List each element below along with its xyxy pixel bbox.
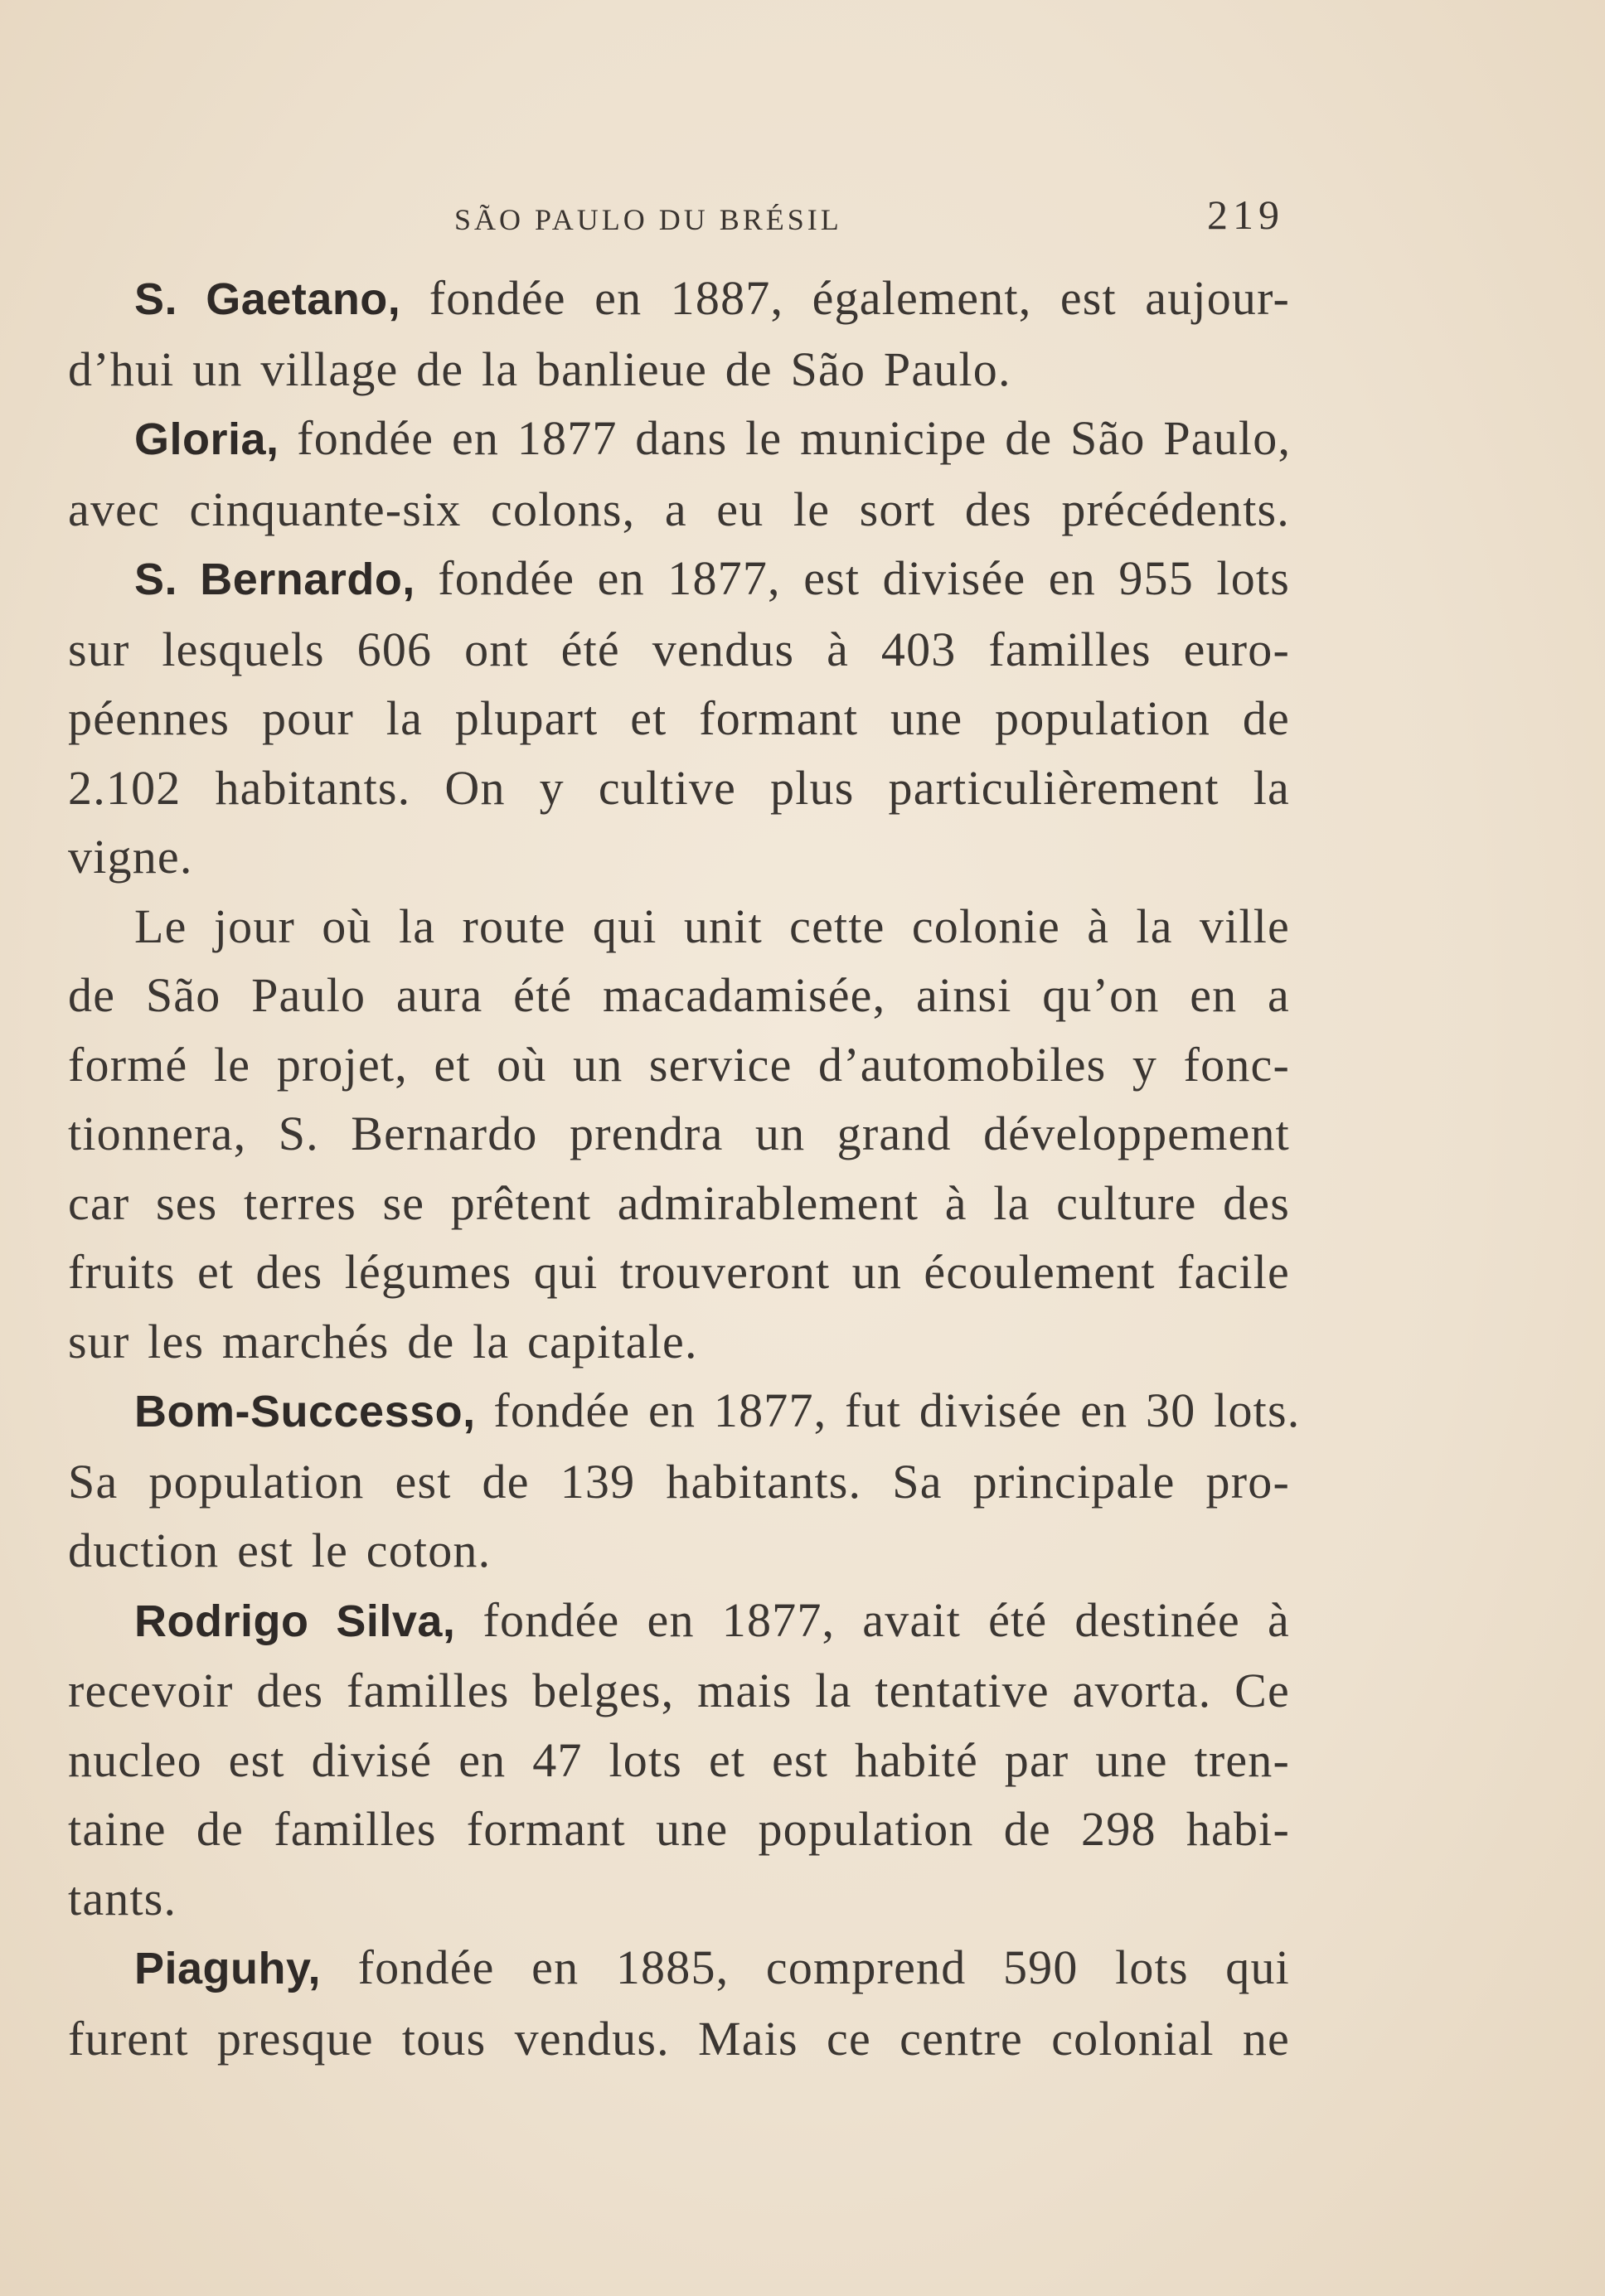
paragraph-s-gaetano xyxy=(68,264,1290,404)
text-line: sur les marchés de la capitale. xyxy=(68,1314,698,1368)
text-line: taine de familles formant une population de 298 habi- xyxy=(68,1802,1290,1856)
paragraph-lead: S. Gaetano, xyxy=(134,274,401,324)
paragraph-lead: S. Bernardo, xyxy=(134,555,415,604)
paragraph-rodrigo-silva xyxy=(68,1586,1290,1934)
page-number: 219 xyxy=(1207,191,1284,238)
body-text xyxy=(68,264,1301,2073)
text-line: Gloria, fondée en 1877 dans le municipe de São Paulo, xyxy=(134,411,1292,465)
text-line: S. Gaetano, fondée en 1887, également, est aujour- xyxy=(134,271,1290,325)
text-line: duction est le coton. xyxy=(68,1523,492,1577)
paragraph-lead: Gloria, xyxy=(134,414,279,464)
paragraph-le-jour xyxy=(68,892,1290,1377)
text-line: d’hui un village de la banlieue de São Paulo. xyxy=(68,341,1011,396)
text-line: S. Bernardo, fondée en 1877, est divisée en 955 lots xyxy=(134,551,1290,605)
text-line: Sa population est de 139 habitants. Sa principale pro- xyxy=(68,1454,1290,1509)
paragraph-lead: Rodrigo Silva, xyxy=(134,1596,456,1646)
text-line: Piaguhy, fondée en 1885, comprend 590 lots qui xyxy=(134,1940,1290,1994)
text-line: Le jour où la route qui unit cette colonie à la ville xyxy=(134,899,1290,953)
text-line: avec cinquante-six colons, a eu le sort des précédents. xyxy=(68,482,1290,536)
paragraph-lead: Piaguhy, xyxy=(134,1944,322,1993)
text-line: recevoir des familles belges, mais la tentative avorta. Ce xyxy=(68,1664,1290,1717)
text-line: tionnera, S. Bernardo prendra un grand développement xyxy=(68,1107,1290,1160)
text-line: Bom-Successo, fondée en 1877, fut divisée en 30 lots. xyxy=(134,1383,1301,1437)
paragraph-lead: Bom-Successo, xyxy=(134,1387,476,1436)
text-line: Rodrigo Silva, fondée en 1877, avait été destinée à xyxy=(134,1592,1290,1647)
text-line: fruits et des légumes qui trouveront un écoulement facile xyxy=(68,1245,1290,1299)
paragraph-piaguhy xyxy=(68,1933,1290,2073)
text-line: vigne. xyxy=(68,830,193,884)
running-title: SÃO PAULO DU BRÉSIL xyxy=(454,203,842,236)
text-line: de São Paulo aura été macadamisée, ainsi qu’on en a xyxy=(68,968,1290,1022)
running-head xyxy=(0,187,1605,245)
paragraph-gloria xyxy=(68,404,1290,544)
paragraph-s-bernardo xyxy=(68,544,1290,892)
text-line: formé le projet, et où un service d’automobiles y fonc- xyxy=(68,1037,1290,1092)
text-line: 2.102 habitants. On y cultive plus particulièrement la xyxy=(68,760,1290,815)
text-line: sur lesquels 606 ont été vendus à 403 familles euro- xyxy=(68,622,1290,676)
text-line: car ses terres se prêtent admirablement à la culture des xyxy=(68,1175,1290,1230)
text-line: péennes pour la plupart et formant une population de xyxy=(68,691,1290,745)
paragraph-bom-successo xyxy=(68,1376,1301,1586)
text-line: furent presque tous vendus. Mais ce centre colonial ne xyxy=(68,2011,1290,2066)
text-line: nucleo est divisé en 47 lots et est habité par une tren- xyxy=(68,1732,1290,1787)
text-line: tants. xyxy=(68,1871,177,1925)
